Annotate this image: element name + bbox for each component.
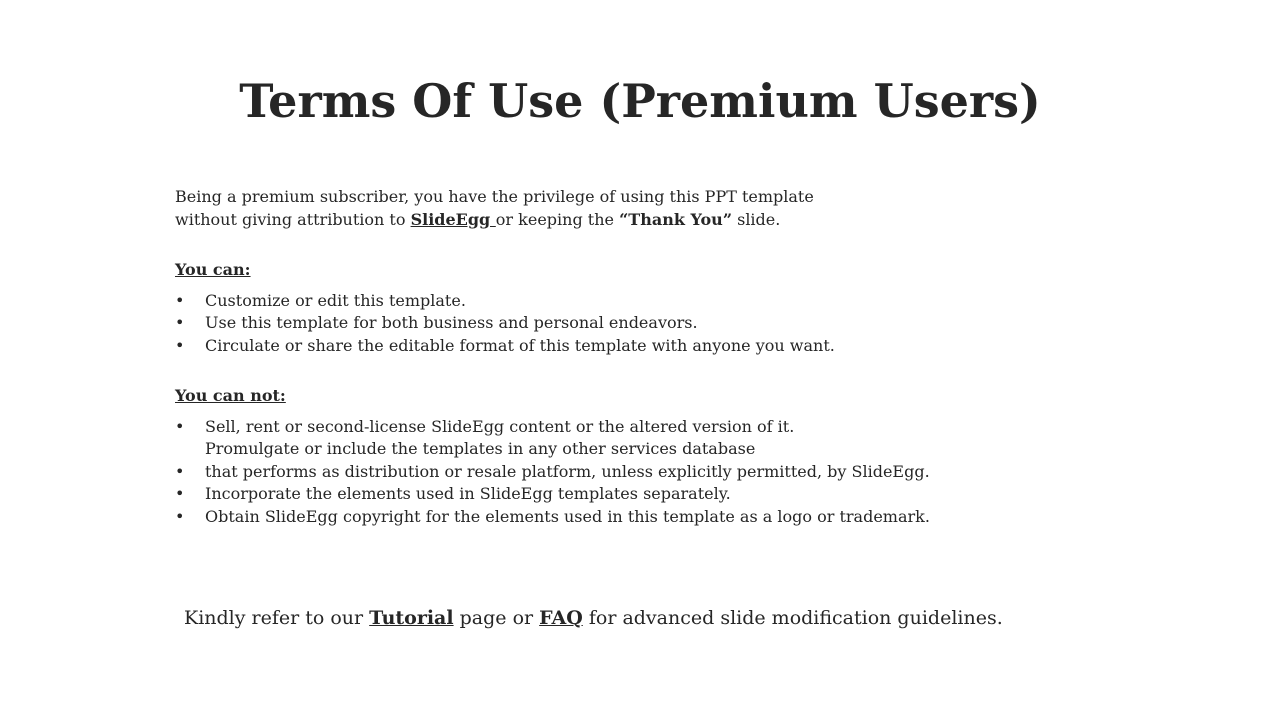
- list-item-text: Use this template for both business and personal endeavors.: [205, 313, 698, 332]
- you-can-list: [175, 290, 1055, 358]
- list-item-text: Incorporate the elements used in SlideEgg templates separately.: [205, 484, 731, 503]
- list-item: [175, 335, 1055, 358]
- list-item-continuation: [175, 438, 1055, 461]
- bullet-dot: •: [175, 506, 185, 526]
- bullet-dot: •: [175, 313, 185, 332]
- list-item-text: Promulgate or include the templates in any other services database: [205, 439, 756, 458]
- bullet-dot: •: [175, 335, 185, 355]
- thank-you-text: “Thank You”: [619, 209, 733, 229]
- faq-link[interactable]: FAQ: [539, 607, 583, 629]
- tutorial-link[interactable]: Tutorial: [369, 607, 454, 629]
- intro-line-2-prefix: without giving attribution to: [175, 209, 411, 229]
- terms-content: [175, 186, 1055, 528]
- list-item-text: that performs as distribution or resale platform, unless explicitly permitted, by SlideEgg.: [205, 461, 930, 481]
- footer-mid: page or: [453, 607, 540, 629]
- list-item: [175, 506, 1055, 529]
- intro-paragraph: [175, 186, 1055, 231]
- you-can-not-heading: You can not:: [175, 386, 286, 405]
- bullet-dot: •: [175, 290, 185, 310]
- list-item: [175, 290, 1055, 313]
- footer-suffix: for advanced slide modification guidelines.: [582, 607, 1003, 629]
- intro-line-2-suffix: slide.: [732, 209, 781, 229]
- footer-note: [184, 604, 1144, 632]
- bullet-dot: •: [175, 484, 185, 503]
- list-item-text: Sell, rent or second-license SlideEgg content or the altered version of it.: [205, 416, 795, 436]
- slideegg-link[interactable]: SlideEgg: [410, 209, 496, 229]
- list-item: [175, 461, 1055, 484]
- list-item-text: Customize or edit this template.: [205, 290, 466, 310]
- slide-title: Terms Of Use (Premium Users): [239, 74, 1041, 128]
- list-item: [175, 483, 1055, 506]
- list-item-text: Circulate or share the editable format of this template with anyone you want.: [205, 335, 835, 355]
- list-item: [175, 416, 1055, 439]
- intro-line-1: Being a premium subscriber, you have the privilege of using this PPT template: [175, 187, 814, 206]
- you-can-heading: You can:: [175, 260, 251, 279]
- bullet-dot: •: [175, 461, 185, 481]
- list-item-text: Obtain SlideEgg copyright for the elements used in this template as a logo or trademark.: [205, 506, 930, 526]
- intro-line-2-mid: or keeping the: [495, 209, 620, 229]
- you-can-not-list: [175, 416, 1055, 529]
- intro-line-2: [175, 209, 1055, 232]
- bullet-dot: •: [175, 416, 185, 436]
- list-item: [175, 312, 1055, 335]
- footer-prefix: Kindly refer to our: [184, 607, 370, 629]
